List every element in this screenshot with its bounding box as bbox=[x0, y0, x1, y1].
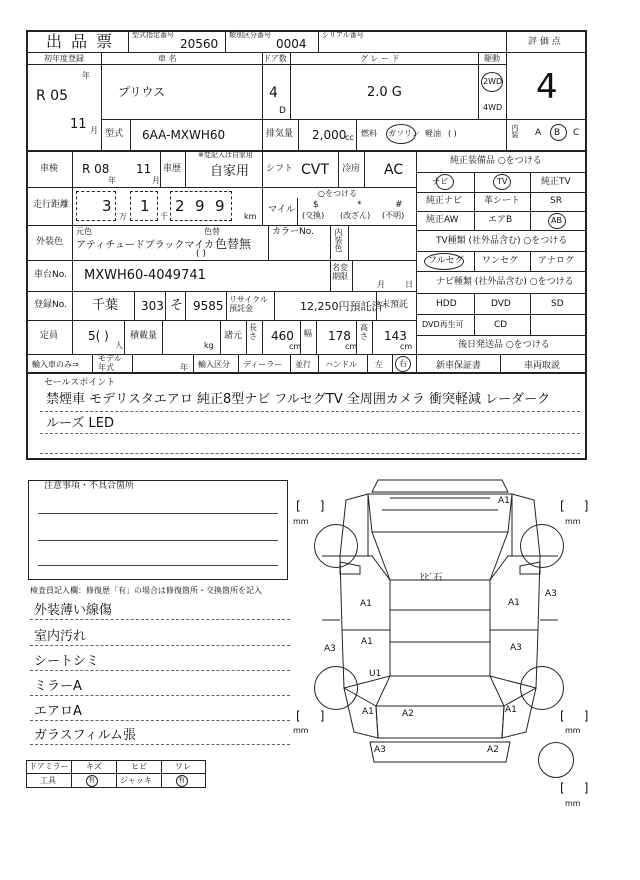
notes-title: 注意事項・不具合箇所 bbox=[44, 481, 135, 491]
divider bbox=[116, 760, 117, 788]
divider bbox=[392, 354, 393, 374]
cooler-value: AC bbox=[384, 162, 404, 178]
divider bbox=[530, 172, 531, 230]
divider bbox=[318, 354, 319, 374]
fuel-gasoline: ガソリン bbox=[388, 129, 420, 138]
navi-cd: CD bbox=[494, 320, 508, 330]
inspector-note: エアロA bbox=[34, 704, 82, 719]
damage-mark: A1 bbox=[505, 705, 517, 715]
inspection-year-unit: 年 bbox=[108, 176, 116, 185]
mileage-label: 走行距離 bbox=[33, 200, 70, 210]
tv-fullseg: フルセグ bbox=[428, 256, 464, 266]
sales-rule bbox=[40, 453, 580, 454]
divider bbox=[130, 119, 131, 152]
mileage-digit: 9 bbox=[195, 197, 205, 215]
damage-mark: A3 bbox=[545, 589, 557, 599]
divider bbox=[416, 230, 587, 231]
divider bbox=[348, 225, 349, 260]
damage-mark: U1 bbox=[369, 669, 382, 679]
equip-navi: ナビ bbox=[432, 177, 448, 186]
reg-class: 303 bbox=[141, 299, 164, 313]
divider bbox=[101, 52, 102, 152]
swap-label: (交換) bbox=[302, 211, 325, 220]
height-value: 143 bbox=[384, 329, 407, 343]
model-value: 6AA-MXWH60 bbox=[142, 128, 226, 142]
score-value: 4 bbox=[536, 67, 558, 107]
divider bbox=[71, 760, 72, 788]
tv-oneseg: ワンセグ bbox=[482, 256, 519, 266]
divider bbox=[225, 30, 226, 52]
type-approval-value: 20560 bbox=[180, 37, 219, 51]
divider bbox=[416, 150, 417, 374]
notes-rule bbox=[38, 513, 278, 514]
displacement-unit: cc bbox=[345, 133, 354, 142]
doors-value: 4 bbox=[269, 85, 278, 101]
notes-rule bbox=[30, 670, 290, 671]
key-cell: ジャッキ bbox=[120, 776, 152, 785]
divider bbox=[416, 211, 587, 212]
divider bbox=[92, 354, 93, 374]
divider bbox=[26, 260, 416, 261]
parallel-option: 並行 bbox=[295, 360, 311, 369]
reg-kana: そ bbox=[170, 298, 184, 313]
fuel-label: 燃料 bbox=[361, 129, 377, 138]
damage-mark: A1 bbox=[361, 637, 373, 647]
divider bbox=[290, 52, 291, 119]
tire-depth-unit: mm bbox=[293, 726, 309, 735]
divider bbox=[356, 320, 357, 354]
unknown-label: (不明) bbox=[382, 211, 405, 220]
later-manual: 車両取説 bbox=[524, 361, 561, 371]
divider bbox=[26, 64, 506, 65]
tire-depth-unit: mm bbox=[293, 517, 309, 526]
equip-genuine-aw: 純正AW bbox=[426, 215, 459, 225]
inspection-month-unit: 月 bbox=[152, 176, 160, 185]
divider bbox=[161, 760, 162, 788]
tire-depth-unit: mm bbox=[565, 799, 581, 808]
equipment-title: 純正装備品 ○をつける bbox=[450, 156, 542, 166]
model-year-unit: 年 bbox=[180, 363, 188, 372]
mileage-digit: 1 bbox=[140, 197, 150, 215]
color-no-label: カラーNo. bbox=[272, 227, 314, 237]
capacity-value: 5( ) bbox=[88, 329, 109, 343]
divider bbox=[478, 52, 479, 119]
shift-value: CVT bbox=[301, 162, 329, 178]
damage-mark: A1 bbox=[362, 707, 374, 717]
divider bbox=[274, 291, 275, 320]
tire-spare bbox=[538, 742, 574, 778]
mileage-sen-unit: 千 bbox=[160, 212, 168, 221]
damage-mark: A2 bbox=[487, 745, 499, 755]
navi-dvd-play: DVD再生可 bbox=[422, 320, 464, 329]
chassis-label: 車台No. bbox=[34, 270, 67, 280]
first-reg-year-unit: 年 bbox=[82, 71, 90, 80]
damage-mark: A1 bbox=[508, 598, 520, 608]
interior-grade-b: B bbox=[554, 128, 561, 138]
car-name-label: 車 名 bbox=[158, 54, 177, 63]
later-title: 後日発送品 ○をつける bbox=[458, 340, 550, 350]
navi-type-title: ナビ種類 (社外品含む) ○をつける bbox=[436, 277, 574, 287]
later-warranty: 新車保証書 bbox=[436, 361, 482, 371]
paint-paren: ( ) bbox=[196, 249, 206, 259]
divider bbox=[262, 320, 263, 354]
key-header: キズ bbox=[86, 762, 102, 771]
divider bbox=[298, 119, 299, 152]
length-value: 460 bbox=[271, 329, 294, 343]
unknown-symbol: # bbox=[395, 200, 403, 210]
divider bbox=[290, 354, 291, 374]
damage-mark: ﾋﾋﾞ石 bbox=[420, 573, 443, 583]
first-reg-label: 初年度登録 bbox=[44, 54, 84, 63]
paint-label: 色替 bbox=[204, 227, 220, 236]
handle-label: ハンドル bbox=[325, 360, 357, 369]
recycle-unpaid: 未預託 bbox=[381, 300, 409, 310]
key-cell: 工具 bbox=[40, 776, 56, 785]
divider bbox=[416, 293, 587, 294]
inspector-note: ガラスフィルム張 bbox=[34, 728, 137, 743]
inspector-note: ミラーA bbox=[34, 679, 82, 694]
category-label: 類別区分番号 bbox=[229, 31, 271, 39]
circle-note: ○をつける bbox=[318, 189, 357, 198]
divider bbox=[376, 291, 377, 320]
fuel-other: ( ) bbox=[448, 129, 457, 138]
length-unit: cm bbox=[289, 342, 302, 351]
divider bbox=[128, 30, 129, 52]
usage-note: ※変記入は自家用 bbox=[198, 151, 253, 159]
inspection-label: 車検 bbox=[40, 164, 59, 174]
displacement-value: 2,000 bbox=[312, 128, 347, 142]
fuel-diesel: 軽油 bbox=[425, 129, 441, 138]
form-title: 出 品 票 bbox=[46, 32, 115, 51]
width-unit: cm bbox=[345, 342, 358, 351]
interior-label: 内装 bbox=[511, 124, 519, 138]
divider bbox=[124, 320, 125, 354]
chassis-value: MXWH60-4049741 bbox=[84, 268, 206, 283]
score-label: 評 価 点 bbox=[528, 37, 561, 47]
divider bbox=[162, 320, 163, 354]
divider bbox=[364, 150, 365, 187]
recycle-label: リサイクル預託金 bbox=[229, 295, 268, 314]
inspector-title: 検査員記入欄：修復歴「有」の場合は修復箇所・交換箇所を記入 bbox=[30, 586, 262, 595]
tire-depth-bracket: [ ] bbox=[296, 709, 325, 723]
usage-value: 自家用 bbox=[210, 164, 250, 179]
altered-label: (改ざん) bbox=[340, 211, 371, 220]
inspector-note: 外装薄い線傷 bbox=[34, 603, 113, 618]
divider bbox=[416, 314, 587, 315]
height-unit: cm bbox=[400, 342, 413, 351]
divider bbox=[238, 354, 239, 374]
capacity-unit: 人 bbox=[115, 341, 123, 350]
color-label: 外装色 bbox=[36, 237, 64, 247]
divider bbox=[26, 52, 506, 53]
width-value: 178 bbox=[328, 329, 351, 343]
divider bbox=[262, 150, 263, 187]
altered-symbol: * bbox=[357, 200, 362, 210]
mileage-digit: 2 bbox=[175, 197, 185, 215]
inspector-note: シートシミ bbox=[34, 654, 100, 669]
first-reg-era: R 05 bbox=[36, 88, 68, 104]
divider bbox=[268, 225, 269, 260]
notes-rule bbox=[30, 619, 290, 620]
divider bbox=[474, 251, 475, 271]
divider bbox=[330, 260, 331, 291]
divider bbox=[246, 320, 247, 354]
shift-label: シフト bbox=[266, 164, 294, 174]
model-year-label: モデル年式 bbox=[98, 354, 122, 372]
mileage-digit: 3 bbox=[102, 197, 112, 215]
inspection-month: 11 bbox=[136, 162, 152, 176]
damage-mark: A3 bbox=[374, 745, 386, 755]
divider bbox=[372, 320, 373, 354]
divider bbox=[26, 225, 416, 226]
divider bbox=[300, 320, 301, 354]
tire-front-right bbox=[520, 524, 564, 568]
orig-color-label: 元色 bbox=[76, 227, 92, 236]
divider bbox=[500, 354, 501, 374]
equip-genuine-tv: 純正TV bbox=[541, 177, 571, 187]
divider bbox=[330, 225, 331, 260]
sales-line-1: 禁煙車 モデリスタエアロ 純正8型ナビ フルセグTV 全周囲カメラ 衝突軽減 レーダーク bbox=[46, 392, 551, 407]
paint-value: 色替無 bbox=[215, 237, 252, 251]
usage-label: 車歴 bbox=[163, 164, 182, 174]
handle-right: 右 bbox=[399, 359, 407, 368]
divider bbox=[193, 354, 194, 374]
divider bbox=[367, 354, 368, 374]
first-reg-month: 11 bbox=[70, 117, 87, 132]
displacement-label: 排気量 bbox=[266, 129, 294, 139]
import-type-label: 輸入区分 bbox=[198, 360, 230, 369]
notes-rule bbox=[30, 695, 290, 696]
divider bbox=[132, 354, 133, 374]
orig-color-value: アティチュードブラックマイカ bbox=[76, 240, 214, 251]
mileage-man-unit: 万 bbox=[119, 212, 127, 221]
divider bbox=[220, 320, 221, 354]
category-value: 0004 bbox=[276, 37, 307, 51]
tire-depth-bracket: [ ] bbox=[296, 499, 325, 513]
divider bbox=[297, 198, 298, 225]
divider bbox=[72, 150, 73, 354]
equip-leather: 革シート bbox=[484, 196, 521, 206]
divider bbox=[338, 150, 339, 187]
key-header: ワレ bbox=[175, 762, 191, 771]
tire-rear-right bbox=[520, 666, 564, 710]
navi-dvd: DVD bbox=[491, 299, 511, 309]
damage-mark: A3 bbox=[324, 644, 336, 654]
divider bbox=[416, 172, 587, 173]
divider bbox=[474, 172, 475, 230]
divider bbox=[185, 150, 186, 187]
inspection-era: R 08 bbox=[82, 162, 110, 176]
name-change-month: 月 bbox=[377, 280, 385, 289]
interior-grade-c: C bbox=[573, 128, 580, 138]
type-approval-label: 型式指定番号 bbox=[132, 31, 174, 39]
key-cell: 有 bbox=[178, 776, 185, 784]
divider bbox=[416, 271, 587, 272]
reg-label: 登録No. bbox=[34, 300, 67, 310]
divider bbox=[316, 320, 317, 354]
divider bbox=[26, 291, 416, 292]
doors-label: ドア数 bbox=[263, 54, 287, 63]
damage-mark: A1 bbox=[360, 599, 372, 609]
swap-symbol: $ bbox=[313, 200, 319, 210]
key-cell: 有 bbox=[88, 776, 95, 784]
width-label: 幅 bbox=[304, 329, 312, 338]
equip-airbag: エアB bbox=[488, 215, 513, 225]
navi-sd: SD bbox=[551, 299, 564, 309]
key-header: ドアミラー bbox=[29, 762, 69, 771]
drive-2wd: 2WD bbox=[483, 77, 503, 86]
car-name-value: プリウス bbox=[118, 85, 166, 99]
divider bbox=[26, 187, 416, 188]
mileage-unit: km bbox=[244, 212, 257, 221]
import-label: 輸入車のみ⇒ bbox=[32, 360, 79, 369]
drive-4wd: 4WD bbox=[483, 103, 503, 112]
drive-label: 駆動 bbox=[484, 54, 500, 63]
serial-label: シリアル番号 bbox=[322, 31, 364, 39]
name-change-label: 名変期限 bbox=[332, 263, 348, 281]
dealer-option: ディーラー bbox=[243, 360, 283, 369]
interior-color-label: 内装色 bbox=[334, 228, 343, 252]
tv-analog: アナログ bbox=[538, 256, 575, 266]
handle-left: 左 bbox=[375, 360, 383, 369]
key-header: ヒビ bbox=[131, 762, 147, 771]
divider bbox=[226, 291, 227, 320]
tire-rear-left bbox=[314, 666, 358, 710]
equip-ab: AB bbox=[551, 216, 562, 225]
doors-unit: D bbox=[279, 106, 286, 116]
divider bbox=[101, 119, 506, 120]
load-unit: kg bbox=[204, 341, 214, 350]
divider bbox=[416, 335, 587, 336]
cooler-label: 冷房 bbox=[342, 164, 361, 174]
notes-rule bbox=[30, 645, 290, 646]
notes-rule bbox=[38, 565, 278, 566]
divider bbox=[318, 30, 319, 52]
model-label: 型式 bbox=[105, 129, 124, 139]
interior-grade-a: A bbox=[535, 128, 542, 138]
divider bbox=[160, 150, 161, 187]
first-reg-month-unit: 月 bbox=[90, 126, 98, 135]
recycle-value: 12,250円預託済 bbox=[300, 300, 383, 313]
damage-mark: A2 bbox=[402, 709, 414, 719]
tire-depth-bracket: [ ] bbox=[560, 499, 589, 513]
sales-label: セールスポイント bbox=[44, 378, 116, 388]
navi-hdd: HDD bbox=[436, 299, 457, 309]
divider bbox=[416, 251, 587, 252]
mile-label: マイル bbox=[268, 205, 295, 215]
mileage-digit: 9 bbox=[215, 197, 225, 215]
length-label: 長さ bbox=[249, 323, 257, 341]
tire-depth-unit: mm bbox=[565, 517, 581, 526]
divider bbox=[352, 260, 353, 291]
notes-rule bbox=[30, 744, 290, 745]
divider bbox=[506, 30, 507, 152]
sales-rule bbox=[40, 411, 580, 412]
notes-rule bbox=[38, 540, 278, 541]
divider bbox=[506, 119, 587, 120]
divider bbox=[416, 192, 587, 193]
notes-rule bbox=[30, 720, 290, 721]
tire-depth-unit: mm bbox=[565, 726, 581, 735]
reg-area: 千葉 bbox=[92, 298, 119, 313]
capacity-label: 定員 bbox=[40, 331, 59, 341]
grade-value: 2.0 G bbox=[367, 85, 402, 100]
sales-rule bbox=[40, 433, 580, 434]
divider bbox=[165, 291, 166, 320]
divider bbox=[356, 119, 357, 152]
grade-label: グ レ ー ド bbox=[360, 54, 400, 63]
reg-number: 9585 bbox=[193, 299, 224, 313]
load-label: 積載量 bbox=[130, 331, 158, 341]
sales-line-2: ルーズ LED bbox=[46, 416, 114, 431]
tire-depth-bracket: [ ] bbox=[560, 709, 589, 723]
divider bbox=[134, 291, 135, 320]
divider bbox=[185, 291, 186, 320]
name-change-day: 日 bbox=[405, 280, 413, 289]
divider bbox=[262, 187, 263, 225]
divider bbox=[506, 52, 587, 53]
tire-depth-bracket: [ ] bbox=[560, 781, 589, 795]
tire-front-left bbox=[314, 524, 358, 568]
inspector-note: 室内汚れ bbox=[34, 629, 87, 644]
divider bbox=[262, 52, 263, 152]
tv-type-title: TV種類 (社外品含む) ○をつける bbox=[436, 236, 568, 246]
damage-mark: A3 bbox=[510, 643, 522, 653]
equip-sr: SR bbox=[550, 196, 562, 206]
equip-genuine-navi: 純正ナビ bbox=[426, 196, 463, 206]
damage-mark: A1 bbox=[498, 496, 510, 506]
divider bbox=[530, 251, 531, 271]
dims-label: 諸元 bbox=[224, 331, 243, 341]
divider bbox=[26, 320, 416, 321]
equip-tv: TV bbox=[497, 177, 508, 186]
height-label: 高さ bbox=[360, 323, 368, 341]
